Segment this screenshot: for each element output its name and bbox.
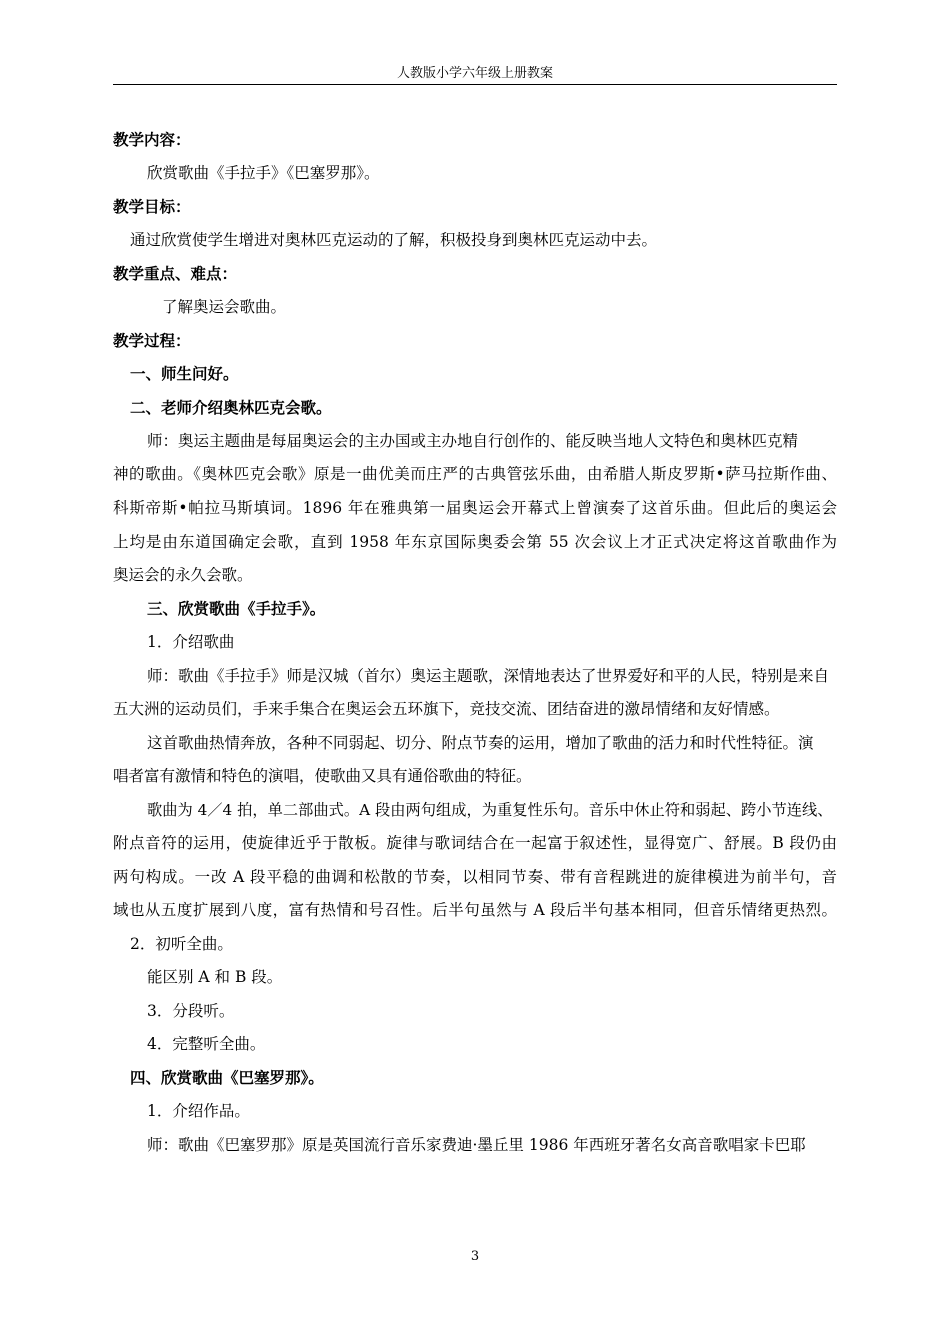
step-heading-4: 四、欣赏歌曲《巴塞罗那》。: [130, 1068, 324, 1087]
list-item: 4．完整听全曲。: [147, 1035, 266, 1053]
list-item: 3．分段听。: [147, 1002, 235, 1020]
paragraph-line: 域也从五度扩展到八度，富有热情和号召性。后半句虽然与 A 段后半句基本相同，但音乐情绪更热烈。: [113, 901, 837, 919]
page-number: 3: [470, 1249, 480, 1264]
paragraph-line: 通过欣赏使学生增进对奥林匹克运动的了解，积极投身到奥林匹克运动中去。: [130, 231, 658, 249]
paragraph-line: 科斯帝斯•帕拉马斯填词。1896 年在雅典第一届奥运会开幕式上曾演奏了这首乐曲。但此后的奥运会: [113, 499, 837, 517]
section-heading-content: 教学内容：: [113, 130, 191, 149]
paragraph-line: 师：歌曲《巴塞罗那》原是英国流行音乐家费迪·墨丘里 1986 年西班牙著名女高音歌唱家卡巴耶: [147, 1136, 806, 1154]
paragraph-line: 了解奥运会歌曲。: [162, 298, 287, 316]
list-item: 2．初听全曲。: [130, 935, 233, 953]
list-item: 1．介绍歌曲: [147, 633, 235, 651]
section-heading-process: 教学过程：: [113, 331, 191, 350]
paragraph-line: 附点音符的运用，使旋律近乎于散板。旋律与歌词结合在一起富于叙述性，显得宽广、舒展。B 段仍由: [113, 834, 837, 852]
paragraph-line: 欣赏歌曲《手拉手》《巴塞罗那》。: [147, 164, 380, 182]
list-item: 1．介绍作品。: [147, 1102, 250, 1120]
paragraph-line: 师：歌曲《手拉手》师是汉城（首尔）奥运主题歌，深情地表达了世界爱好和平的人民，特别是来自: [147, 667, 830, 685]
paragraph-line: 神的歌曲。《奥林匹克会歌》原是一曲优美而庄严的古典管弦乐曲，由希腊人斯皮罗斯•萨马拉斯作曲、: [113, 465, 837, 483]
section-heading-goals: 教学目标：: [113, 197, 191, 216]
paragraph-line: 师：奥运主题曲是每届奥运会的主办国或主办地自行创作的、能反映当地人文特色和奥林匹克精: [147, 432, 799, 450]
paragraph-line: 唱者富有激情和特色的演唱，使歌曲又具有通俗歌曲的特征。: [113, 767, 532, 785]
paragraph-line: 能区别 A 和 B 段。: [147, 968, 283, 986]
header-divider: [113, 84, 837, 85]
page-header: 人教版小学六年级上册教案: [396, 66, 553, 81]
section-heading-key-points: 教学重点、难点：: [113, 264, 238, 283]
step-heading-2: 二、老师介绍奥林匹克会歌。: [130, 398, 332, 417]
paragraph-line: 上均是由东道国确定会歌，直到 1958 年东京国际奥委会第 55 次会议上才正式决定将这首歌曲作为: [113, 533, 837, 551]
paragraph-line: 奥运会的永久会歌。: [113, 566, 253, 584]
paragraph-line: 五大洲的运动员们，手来手集合在奥运会五环旗下，竞技交流、团结奋进的激昂情绪和友好情感。: [113, 700, 780, 718]
paragraph-line: 这首歌曲热情奔放，各种不同弱起、切分、附点节奏的运用，增加了歌曲的活力和时代性特征。演: [147, 734, 814, 752]
step-heading-1: 一、师生问好。: [130, 364, 239, 383]
paragraph-line: 两句构成。一改 A 段平稳的曲调和松散的节奏，以相同节奏、带有音程跳进的旋律模进为前半句，音: [113, 868, 837, 886]
step-heading-3: 三、欣赏歌曲《手拉手》。: [147, 599, 326, 618]
paragraph-line: 歌曲为 4／4 拍，单二部曲式。A 段由两句组成，为重复性乐句。音乐中休止符和弱起、跨小节连线、: [147, 801, 833, 819]
